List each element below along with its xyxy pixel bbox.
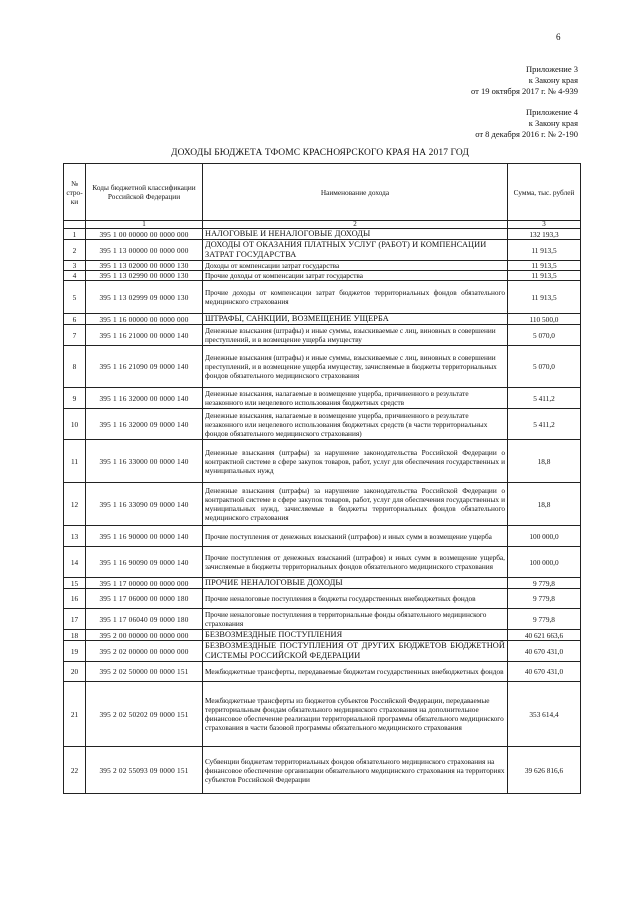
revenue-name: ПРОЧИЕ НЕНАЛОГОВЫЕ ДОХОДЫ — [203, 578, 508, 589]
amount: 100 000,0 — [508, 526, 581, 547]
table-row — [64, 261, 581, 271]
amount: 9 779,8 — [508, 578, 581, 589]
budget-code: 395 1 16 21090 09 0000 140 — [86, 346, 203, 388]
row-number: 6 — [64, 314, 86, 325]
budget-code: 395 2 02 50000 00 0000 151 — [86, 662, 203, 682]
table-row — [64, 314, 581, 325]
revenue-name: Денежные взыскания (штрафы) и иные суммы, взыскиваемые с лиц, виновных в совершении преступлений, и в возмещение ущерба имуществу — [203, 325, 508, 346]
table-header-row — [64, 164, 581, 221]
table-row — [64, 526, 581, 547]
row-number: 14 — [64, 547, 86, 578]
header-sum: Сумма, тыс. рублей — [508, 164, 581, 221]
amount: 100 000,0 — [508, 547, 581, 578]
budget-code: 395 2 02 50202 09 0000 151 — [86, 682, 203, 747]
table-row — [64, 440, 581, 483]
revenue-name: Денежные взыскания (штрафы) за нарушение законодательства Российской Федерации о контрактной системе в сфере закупок товаров, работ, услуг для обеспечения государственных и муниципальных нужд — [203, 440, 508, 483]
page-number: 6 — [556, 32, 561, 42]
amount: 40 670 431,0 — [508, 641, 581, 662]
table-row — [64, 609, 581, 630]
budget-code: 395 1 16 33000 00 0000 140 — [86, 440, 203, 483]
budget-code: 395 1 16 90090 09 0000 140 — [86, 547, 203, 578]
row-number: 2 — [64, 240, 86, 261]
revenue-name: Прочие поступления от денежных взысканий (штрафов) и иных сумм в возмещение ущерба — [203, 526, 508, 547]
row-number: 3 — [64, 261, 86, 271]
table-row — [64, 271, 581, 281]
row-number: 21 — [64, 682, 86, 747]
budget-code: 395 1 13 02999 09 0000 130 — [86, 281, 203, 314]
budget-code: 395 1 16 00000 00 0000 000 — [86, 314, 203, 325]
table-row — [64, 589, 581, 609]
table-row — [64, 240, 581, 261]
header-code: Коды бюджетной классификации Российской Федерации — [86, 164, 203, 221]
budget-code: 395 1 16 33090 09 0000 140 — [86, 483, 203, 526]
amount: 9 779,8 — [508, 609, 581, 630]
budget-code: 395 2 02 00000 00 0000 000 — [86, 641, 203, 662]
revenue-name: Межбюджетные трансферты из бюджетов субъектов Российской Федерации, передаваемые территориальным фондам обязательного медицинского страхования на дополнительное финансовое обеспечение реализации территориальной программы обязательного медицинского страхования в части базовой программы обязательного медицинского страхования — [203, 682, 508, 747]
budget-code: 395 2 00 00000 00 0000 000 — [86, 630, 203, 641]
annex-4-line-2: к Закону края — [528, 118, 578, 128]
table-row — [64, 641, 581, 662]
revenue-name: Денежные взыскания (штрафы) за нарушение законодательства Российской Федерации о контрактной системе в сфере закупок товаров, работ, услуг для обеспечения государственных и муниципальных нужд, зачисляемые в бюджеты территориальных фондов обязательного медицинского страхования — [203, 483, 508, 526]
column-index-row — [64, 221, 581, 229]
amount: 18,8 — [508, 440, 581, 483]
table-row — [64, 682, 581, 747]
row-number: 19 — [64, 641, 86, 662]
revenue-name: Прочие неналоговые поступления в территориальные фонды обязательного медицинского страхования — [203, 609, 508, 630]
budget-code: 395 1 13 00000 00 0000 000 — [86, 240, 203, 261]
row-number: 1 — [64, 229, 86, 240]
amount: 18,8 — [508, 483, 581, 526]
amount: 5 070,0 — [508, 325, 581, 346]
annex-3-line-3: от 19 октября 2017 г. № 4-939 — [471, 86, 578, 96]
row-number: 22 — [64, 747, 86, 794]
budget-code: 395 1 16 21000 00 0000 140 — [86, 325, 203, 346]
row-number: 15 — [64, 578, 86, 589]
amount: 11 913,5 — [508, 261, 581, 271]
column-index: 3 — [508, 221, 581, 229]
revenue-name: Межбюджетные трансферты, передаваемые бюджетам государственных внебюджетных фондов — [203, 662, 508, 682]
row-number: 7 — [64, 325, 86, 346]
row-number: 4 — [64, 271, 86, 281]
revenue-name: Прочие поступления от денежных взысканий (штрафов) и иных сумм в возмещение ущерба, зачисляемые в бюджеты территориальных фондов обязательного медицинского страхования — [203, 547, 508, 578]
document-title: ДОХОДЫ БЮДЖЕТА ТФОМС КРАСНОЯРСКОГО КРАЯ НА 2017 ГОД — [171, 148, 469, 158]
amount: 39 626 816,6 — [508, 747, 581, 794]
revenue-name: Прочие доходы от компенсации затрат бюджетов территориальных фондов обязательного медицинского страхования — [203, 281, 508, 314]
table-row — [64, 630, 581, 641]
budget-code: 395 1 17 06040 09 0000 180 — [86, 609, 203, 630]
amount: 40 621 663,6 — [508, 630, 581, 641]
amount: 110 500,0 — [508, 314, 581, 325]
table-row — [64, 662, 581, 682]
amount: 40 670 431,0 — [508, 662, 581, 682]
revenue-name: Денежные взыскания (штрафы) и иные суммы, взыскиваемые с лиц, виновных в совершении преступлений, и в возмещение ущерба имуществу, зачисляемые в бюджеты территориальных фондов обязательного медицинского страхования — [203, 346, 508, 388]
header-row-number: № стро-ки — [64, 164, 86, 221]
amount: 353 614,4 — [508, 682, 581, 747]
budget-code: 395 1 17 00000 00 0000 000 — [86, 578, 203, 589]
budget-code: 395 2 02 55093 09 0000 151 — [86, 747, 203, 794]
budget-code: 395 1 16 90000 00 0000 140 — [86, 526, 203, 547]
revenue-name: БЕЗВОЗМЕЗДНЫЕ ПОСТУПЛЕНИЯ — [203, 630, 508, 641]
table-row — [64, 578, 581, 589]
revenue-name: ДОХОДЫ ОТ ОКАЗАНИЯ ПЛАТНЫХ УСЛУГ (РАБОТ) И КОМПЕНСАЦИИ ЗАТРАТ ГОСУДАРСТВА — [203, 240, 508, 261]
table-row — [64, 229, 581, 240]
annex-4-line-3: от 8 декабря 2016 г. № 2-190 — [475, 129, 578, 139]
amount: 5 411,2 — [508, 409, 581, 440]
column-index-blank — [64, 221, 86, 229]
revenue-name: Прочие доходы от компенсации затрат государства — [203, 271, 508, 281]
amount: 11 913,5 — [508, 240, 581, 261]
annex-4-line-1: Приложение 4 — [526, 107, 578, 117]
revenue-name: Доходы от компенсации затрат государства — [203, 261, 508, 271]
revenue-name: ШТРАФЫ, САНКЦИИ, ВОЗМЕЩЕНИЕ УЩЕРБА — [203, 314, 508, 325]
table-row — [64, 388, 581, 409]
revenue-name: Денежные взыскания, налагаемые в возмещение ущерба, причиненного в результате незаконного или нецелевого использования бюджетных средств (в части территориальных фондов обязательного медицинского страхования) — [203, 409, 508, 440]
table-row — [64, 547, 581, 578]
revenue-name: БЕЗВОЗМЕЗДНЫЕ ПОСТУПЛЕНИЯ ОТ ДРУГИХ БЮДЖЕТОВ БЮДЖЕТНОЙ СИСТЕМЫ РОССИЙСКОЙ ФЕДЕРАЦИИ — [203, 641, 508, 662]
amount: 9 779,8 — [508, 589, 581, 609]
column-index: 1 — [86, 221, 203, 229]
budget-code: 395 1 17 06000 00 0000 180 — [86, 589, 203, 609]
revenue-table — [63, 163, 581, 794]
row-number: 20 — [64, 662, 86, 682]
amount: 132 193,3 — [508, 229, 581, 240]
annex-3-line-1: Приложение 3 — [526, 64, 578, 74]
revenue-name: Денежные взыскания, налагаемые в возмещение ущерба, причиненного в результате незаконного или нецелевого использования бюджетных средств — [203, 388, 508, 409]
row-number: 11 — [64, 440, 86, 483]
row-number: 12 — [64, 483, 86, 526]
amount: 5 070,0 — [508, 346, 581, 388]
revenue-name: Субвенции бюджетам территориальных фондов обязательного медицинского страхования на финансовое обеспечение организации обязательного медицинского страхования на территориях субъектов Российской Федерации — [203, 747, 508, 794]
table-row — [64, 483, 581, 526]
annex-3-reference — [471, 64, 578, 97]
budget-code: 395 1 13 02000 00 0000 130 — [86, 261, 203, 271]
annex-4-reference — [475, 107, 578, 140]
revenue-name: Прочие неналоговые поступления в бюджеты государственных внебюджетных фондов — [203, 589, 508, 609]
amount: 11 913,5 — [508, 281, 581, 314]
amount: 5 411,2 — [508, 388, 581, 409]
annex-3-line-2: к Закону края — [528, 75, 578, 85]
table-row — [64, 346, 581, 388]
table-row — [64, 281, 581, 314]
row-number: 9 — [64, 388, 86, 409]
table-row — [64, 409, 581, 440]
row-number: 8 — [64, 346, 86, 388]
row-number: 5 — [64, 281, 86, 314]
amount: 11 913,5 — [508, 271, 581, 281]
row-number: 16 — [64, 589, 86, 609]
budget-code: 395 1 16 32000 09 0000 140 — [86, 409, 203, 440]
table-row — [64, 747, 581, 794]
budget-code: 395 1 00 00000 00 0000 000 — [86, 229, 203, 240]
row-number: 13 — [64, 526, 86, 547]
budget-code: 395 1 13 02990 00 0000 130 — [86, 271, 203, 281]
budget-code: 395 1 16 32000 00 0000 140 — [86, 388, 203, 409]
column-index: 2 — [203, 221, 508, 229]
table-row — [64, 325, 581, 346]
row-number: 18 — [64, 630, 86, 641]
revenue-name: НАЛОГОВЫЕ И НЕНАЛОГОВЫЕ ДОХОДЫ — [203, 229, 508, 240]
row-number: 17 — [64, 609, 86, 630]
row-number: 10 — [64, 409, 86, 440]
header-name: Наименование дохода — [203, 164, 508, 221]
